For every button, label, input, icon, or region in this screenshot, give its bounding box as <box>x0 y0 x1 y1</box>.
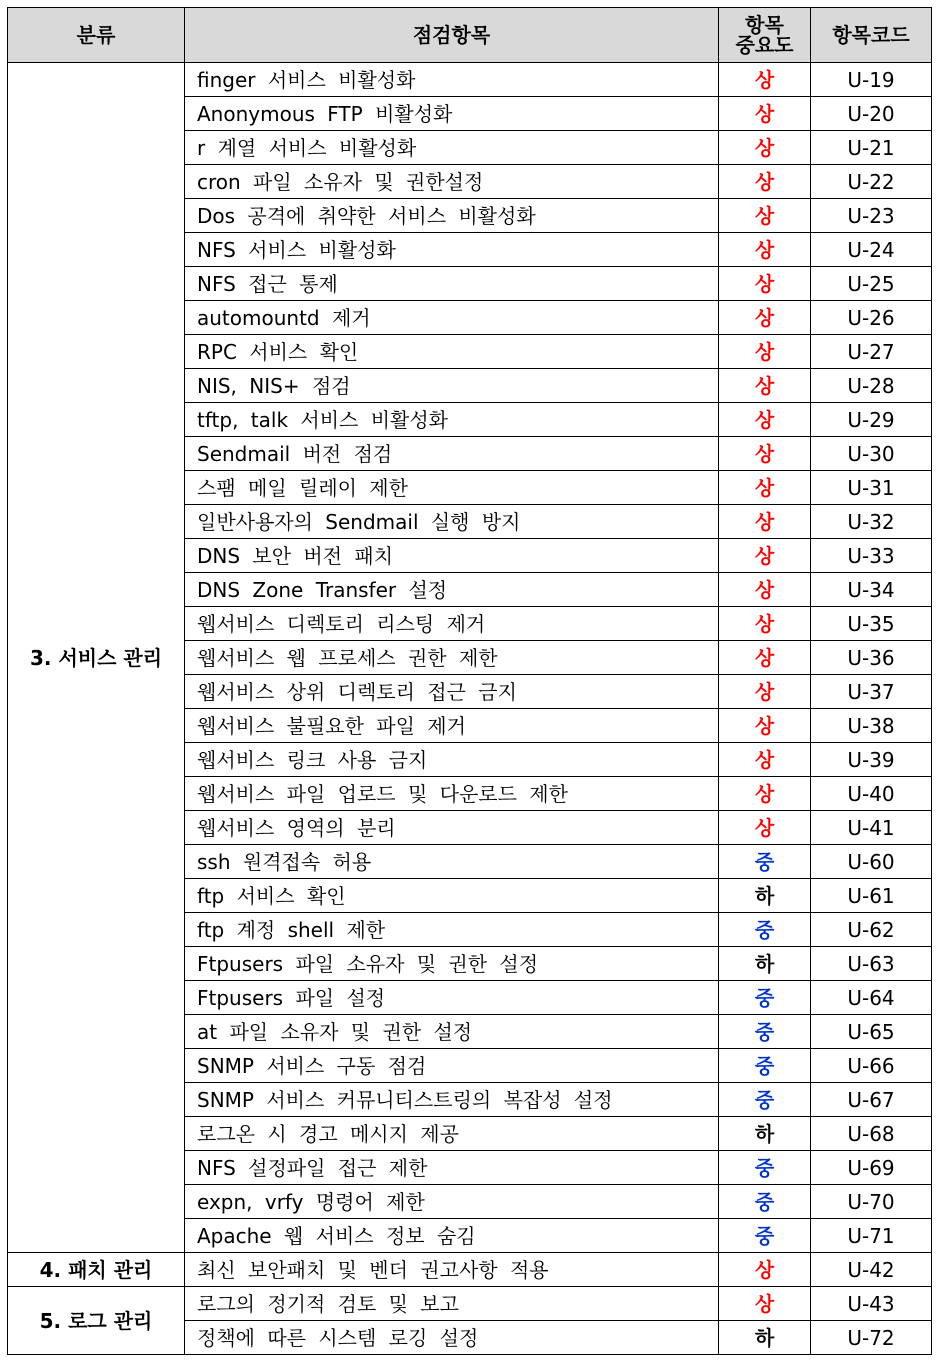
importance-cell: 하 <box>719 1117 811 1151</box>
item-code-cell: U-28 <box>811 369 932 403</box>
check-item-cell: Ftpusers 파일 소유자 및 권한 설정 <box>185 947 719 981</box>
item-code-cell: U-31 <box>811 471 932 505</box>
item-code-cell: U-29 <box>811 403 932 437</box>
header-category: 분류 <box>8 8 185 63</box>
item-code-cell: U-23 <box>811 199 932 233</box>
check-item-cell: cron 파일 소유자 및 권한설정 <box>185 165 719 199</box>
importance-cell: 상 <box>719 165 811 199</box>
item-code-cell: U-20 <box>811 97 932 131</box>
importance-cell: 상 <box>719 641 811 675</box>
check-item-cell: Apache 웹 서비스 정보 숨김 <box>185 1219 719 1253</box>
check-item-cell: 웹서비스 영역의 분리 <box>185 811 719 845</box>
check-item-cell: at 파일 소유자 및 권한 설정 <box>185 1015 719 1049</box>
importance-cell: 상 <box>719 607 811 641</box>
importance-cell: 상 <box>719 369 811 403</box>
importance-cell: 중 <box>719 845 811 879</box>
item-code-cell: U-41 <box>811 811 932 845</box>
importance-cell: 상 <box>719 471 811 505</box>
item-code-cell: U-42 <box>811 1253 932 1287</box>
check-item-cell: r 계열 서비스 비활성화 <box>185 131 719 165</box>
check-item-cell: NFS 서비스 비활성화 <box>185 233 719 267</box>
importance-cell: 중 <box>719 1083 811 1117</box>
item-code-cell: U-19 <box>811 63 932 97</box>
item-code-cell: U-66 <box>811 1049 932 1083</box>
importance-cell: 상 <box>719 131 811 165</box>
item-code-cell: U-43 <box>811 1287 932 1321</box>
item-code-cell: U-40 <box>811 777 932 811</box>
item-code-cell: U-21 <box>811 131 932 165</box>
item-code-cell: U-62 <box>811 913 932 947</box>
importance-cell: 상 <box>719 199 811 233</box>
check-item-cell: 웹서비스 웹 프로세스 권한 제한 <box>185 641 719 675</box>
check-item-cell: 일반사용자의 Sendmail 실행 방지 <box>185 505 719 539</box>
header-code: 항목코드 <box>811 8 932 63</box>
importance-cell: 상 <box>719 1287 811 1321</box>
item-code-cell: U-69 <box>811 1151 932 1185</box>
item-code-cell: U-67 <box>811 1083 932 1117</box>
item-code-cell: U-64 <box>811 981 932 1015</box>
item-code-cell: U-22 <box>811 165 932 199</box>
item-code-cell: U-35 <box>811 607 932 641</box>
check-item-cell: expn, vrfy 명령어 제한 <box>185 1185 719 1219</box>
category-cell: 5. 로그 관리 <box>8 1287 185 1355</box>
check-item-cell: Dos 공격에 취약한 서비스 비활성화 <box>185 199 719 233</box>
check-item-cell: 웹서비스 불필요한 파일 제거 <box>185 709 719 743</box>
header-importance-line1: 항목 <box>745 13 784 37</box>
importance-cell: 상 <box>719 97 811 131</box>
item-code-cell: U-60 <box>811 845 932 879</box>
category-cell: 4. 패치 관리 <box>8 1253 185 1287</box>
table-row <box>8 1287 932 1321</box>
importance-cell: 하 <box>719 879 811 913</box>
item-code-cell: U-70 <box>811 1185 932 1219</box>
importance-cell: 상 <box>719 267 811 301</box>
check-item-cell: ftp 계정 shell 제한 <box>185 913 719 947</box>
importance-cell: 중 <box>719 981 811 1015</box>
item-code-cell: U-38 <box>811 709 932 743</box>
check-item-cell: NIS, NIS+ 점검 <box>185 369 719 403</box>
check-item-cell: 웹서비스 디렉토리 리스팅 제거 <box>185 607 719 641</box>
check-item-cell: Sendmail 버전 점검 <box>185 437 719 471</box>
importance-cell: 상 <box>719 437 811 471</box>
header-item: 점검항목 <box>185 8 719 63</box>
check-item-cell: 웹서비스 파일 업로드 및 다운로드 제한 <box>185 777 719 811</box>
check-item-cell: DNS 보안 버전 패치 <box>185 539 719 573</box>
importance-cell: 상 <box>719 675 811 709</box>
item-code-cell: U-33 <box>811 539 932 573</box>
importance-cell: 상 <box>719 539 811 573</box>
item-code-cell: U-36 <box>811 641 932 675</box>
check-item-cell: DNS Zone Transfer 설정 <box>185 573 719 607</box>
importance-cell: 중 <box>719 1015 811 1049</box>
importance-cell: 중 <box>719 1151 811 1185</box>
item-code-cell: U-34 <box>811 573 932 607</box>
security-checklist-table <box>7 7 932 1355</box>
importance-cell: 하 <box>719 1321 811 1355</box>
importance-cell: 상 <box>719 301 811 335</box>
check-item-cell: NFS 설정파일 접근 제한 <box>185 1151 719 1185</box>
table-body <box>8 63 932 1355</box>
item-code-cell: U-65 <box>811 1015 932 1049</box>
check-item-cell: 웹서비스 상위 디렉토리 접근 금지 <box>185 675 719 709</box>
item-code-cell: U-39 <box>811 743 932 777</box>
item-code-cell: U-68 <box>811 1117 932 1151</box>
check-item-cell: Ftpusers 파일 설정 <box>185 981 719 1015</box>
check-item-cell: 로그의 정기적 검토 및 보고 <box>185 1287 719 1321</box>
check-item-cell: ssh 원격접속 허용 <box>185 845 719 879</box>
check-item-cell: tftp, talk 서비스 비활성화 <box>185 403 719 437</box>
item-code-cell: U-27 <box>811 335 932 369</box>
importance-cell: 상 <box>719 233 811 267</box>
importance-cell: 상 <box>719 811 811 845</box>
header-importance <box>719 8 811 63</box>
item-code-cell: U-26 <box>811 301 932 335</box>
item-code-cell: U-72 <box>811 1321 932 1355</box>
importance-cell: 상 <box>719 1253 811 1287</box>
importance-cell: 상 <box>719 743 811 777</box>
table-row <box>8 1253 932 1287</box>
check-item-cell: SNMP 서비스 구동 점검 <box>185 1049 719 1083</box>
importance-cell: 하 <box>719 947 811 981</box>
check-item-cell: automountd 제거 <box>185 301 719 335</box>
check-item-cell: SNMP 서비스 커뮤니티스트링의 복잡성 설정 <box>185 1083 719 1117</box>
item-code-cell: U-37 <box>811 675 932 709</box>
importance-cell: 중 <box>719 1185 811 1219</box>
importance-cell: 중 <box>719 1219 811 1253</box>
importance-cell: 상 <box>719 63 811 97</box>
importance-cell: 상 <box>719 403 811 437</box>
check-item-cell: RPC 서비스 확인 <box>185 335 719 369</box>
check-item-cell: 웹서비스 링크 사용 금지 <box>185 743 719 777</box>
check-item-cell: Anonymous FTP 비활성화 <box>185 97 719 131</box>
table-header-row <box>8 8 932 63</box>
check-item-cell: 로그온 시 경고 메시지 제공 <box>185 1117 719 1151</box>
check-item-cell: 스팸 메일 릴레이 제한 <box>185 471 719 505</box>
item-code-cell: U-71 <box>811 1219 932 1253</box>
item-code-cell: U-24 <box>811 233 932 267</box>
item-code-cell: U-30 <box>811 437 932 471</box>
check-item-cell: ftp 서비스 확인 <box>185 879 719 913</box>
item-code-cell: U-63 <box>811 947 932 981</box>
importance-cell: 상 <box>719 505 811 539</box>
item-code-cell: U-25 <box>811 267 932 301</box>
check-item-cell: finger 서비스 비활성화 <box>185 63 719 97</box>
table-row <box>8 63 932 97</box>
check-item-cell: NFS 접근 통제 <box>185 267 719 301</box>
importance-cell: 중 <box>719 913 811 947</box>
importance-cell: 상 <box>719 335 811 369</box>
importance-cell: 상 <box>719 709 811 743</box>
check-item-cell: 정책에 따른 시스템 로깅 설정 <box>185 1321 719 1355</box>
category-cell: 3. 서비스 관리 <box>8 63 185 1253</box>
importance-cell: 상 <box>719 573 811 607</box>
importance-cell: 중 <box>719 1049 811 1083</box>
item-code-cell: U-61 <box>811 879 932 913</box>
item-code-cell: U-32 <box>811 505 932 539</box>
header-importance-line2: 중요도 <box>735 33 794 57</box>
importance-cell: 상 <box>719 777 811 811</box>
check-item-cell: 최신 보안패치 및 벤더 권고사항 적용 <box>185 1253 719 1287</box>
